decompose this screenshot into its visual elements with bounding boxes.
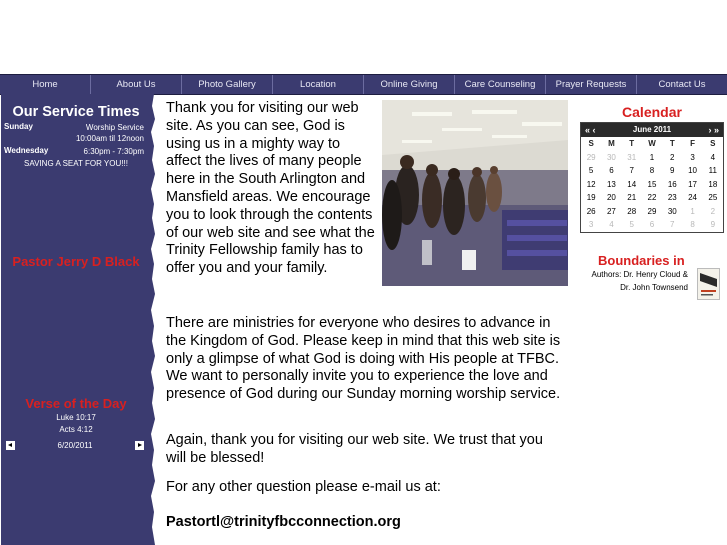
calendar-day[interactable]: 9: [710, 220, 716, 229]
calendar-dow: S: [710, 139, 716, 148]
service-note: SAVING A SEAT FOR YOU!!!: [24, 159, 128, 168]
verse-of-the-day-title: Verse of the Day: [25, 396, 127, 411]
calendar-day[interactable]: 18: [708, 179, 718, 189]
service-wednesday-detail: 6:30pm - 7:30pm: [83, 147, 144, 156]
nav-contact-us[interactable]: Contact Us: [658, 79, 706, 90]
calendar-day[interactable]: 16: [667, 179, 677, 189]
calendar-week-row: [581, 178, 723, 192]
calendar-grid: [581, 151, 723, 232]
calendar-day[interactable]: 27: [606, 206, 616, 216]
calendar-day[interactable]: 31: [627, 152, 637, 162]
calendar-day[interactable]: 1: [649, 152, 655, 162]
calendar-day[interactable]: 2: [670, 152, 675, 162]
contact-paragraph: For any other question please e-mail us at:: [166, 479, 441, 495]
service-sunday-line1: Worship Service: [85, 123, 144, 132]
pastor-name: Pastor Jerry D Black: [12, 254, 140, 269]
calendar-dow: T: [629, 139, 635, 148]
calendar-day[interactable]: 2: [710, 206, 716, 216]
calendar-day[interactable]: 25: [708, 193, 718, 202]
calendar-day[interactable]: 29: [586, 152, 596, 162]
nav-care-counseling[interactable]: Care Counseling: [455, 75, 546, 94]
nav-online-giving[interactable]: Online Giving: [364, 75, 455, 94]
calendar-day[interactable]: 7: [670, 220, 675, 229]
calendar-day[interactable]: 30: [667, 206, 677, 216]
calendar-day[interactable]: 5: [629, 220, 634, 229]
calendar-day[interactable]: 22: [647, 193, 657, 202]
verse-nav: [6, 441, 144, 451]
service-sunday-detail: [76, 122, 144, 144]
calendar-day[interactable]: 3: [690, 152, 695, 162]
book-cover-image[interactable]: [697, 268, 720, 300]
calendar-day[interactable]: 4: [609, 220, 614, 229]
arrow-right-icon: [138, 443, 142, 447]
verse-date: 6/20/2011: [57, 441, 93, 450]
nav-about-us[interactable]: About Us: [91, 75, 182, 94]
book-authors-line2: Dr. John Townsend: [620, 283, 688, 292]
calendar-day[interactable]: 1: [690, 206, 695, 216]
calendar-dow: F: [690, 139, 695, 148]
calendar-week-row: [581, 218, 723, 232]
ministries-paragraph: There are ministries for everyone who desires to advance in the Kingdom of God. Please keep in mind that this web site is only a glimpse of what God is doing with His people at TFBC. We want to personally invite you to experience the love and presence of God during our Sunday morning worship service.: [166, 315, 561, 403]
calendar-day[interactable]: 30: [606, 152, 616, 162]
arrow-left-icon: [8, 443, 12, 447]
calendar-week-row: [581, 151, 723, 165]
service-wednesday: [4, 146, 144, 158]
calendar-day[interactable]: 29: [647, 206, 657, 216]
calendar-day[interactable]: 17: [688, 179, 697, 189]
calendar-header: [581, 123, 723, 137]
congregation-photo: [382, 100, 568, 286]
calendar-day[interactable]: 8: [649, 166, 655, 175]
calendar-day[interactable]: 15: [647, 179, 657, 189]
calendar-day[interactable]: 10: [688, 166, 697, 175]
nav-home[interactable]: Home: [0, 75, 91, 94]
calendar-week-row: [581, 205, 723, 219]
service-wednesday-day: Wednesday: [4, 146, 49, 155]
welcome-paragraph: Thank you for visiting our web site. As you can see, God is using us in a mighty way to affect the lives of many people here in the South Arlington and Mansfield areas. We encourage you to look through the contents of our web site and see what the Trinity Fellowship family has to offer you and your family.: [166, 100, 375, 277]
verse-prev-button[interactable]: [6, 441, 15, 450]
calendar-day[interactable]: 28: [627, 206, 637, 216]
calendar-week-row: [581, 164, 723, 178]
verse-ref-2[interactable]: Acts 4:12: [59, 425, 93, 434]
calendar-day[interactable]: 26: [586, 206, 596, 216]
calendar-week-row: [581, 191, 723, 205]
left-sidebar: [1, 94, 151, 545]
calendar-day[interactable]: 4: [710, 152, 716, 162]
calendar-day[interactable]: 7: [629, 166, 634, 175]
calendar-day[interactable]: 6: [649, 220, 655, 229]
calendar-day[interactable]: 11: [708, 166, 717, 175]
calendar-next-month-button[interactable]: ›: [708, 125, 712, 135]
nav-prayer-requests[interactable]: Prayer Requests: [546, 75, 637, 94]
calendar-dow-row: [581, 137, 723, 151]
calendar-dow: M: [608, 139, 615, 148]
calendar-day[interactable]: 12: [586, 179, 596, 189]
calendar-day[interactable]: 19: [586, 193, 596, 202]
featured-book-authors: [578, 268, 688, 294]
calendar-prev-month-button[interactable]: ‹: [592, 125, 596, 135]
calendar-prev-year-button[interactable]: «: [585, 125, 591, 135]
verse-ref-1[interactable]: Luke 10:17: [56, 413, 96, 422]
calendar-dow: T: [669, 139, 675, 148]
calendar-next-year-button[interactable]: »: [713, 125, 719, 135]
calendar-day[interactable]: 13: [606, 179, 616, 189]
calendar-month: June 2011: [632, 125, 672, 134]
service-sunday: [4, 122, 144, 146]
book-authors-line1: Authors: Dr. Henry Cloud &: [591, 270, 688, 279]
featured-book-title[interactable]: Boundaries in: [598, 253, 685, 268]
calendar-title: Calendar: [622, 104, 682, 120]
calendar-day[interactable]: 24: [688, 193, 697, 202]
calendar-day[interactable]: 23: [667, 193, 677, 202]
calendar-day[interactable]: 9: [670, 166, 675, 175]
calendar-day[interactable]: 5: [588, 166, 594, 175]
thanks-paragraph: Again, thank you for visiting our web site. We trust that you will be blessed!: [166, 432, 543, 466]
calendar-day[interactable]: 14: [627, 179, 637, 189]
calendar-day[interactable]: 3: [588, 220, 594, 229]
service-sunday-day: Sunday: [4, 122, 33, 131]
calendar-next-controls: [708, 123, 719, 137]
service-sunday-line2: 10:00am til 12noon: [75, 134, 144, 143]
nav-photo-gallery[interactable]: Photo Gallery: [182, 75, 273, 94]
main-nav: [0, 74, 727, 95]
nav-location[interactable]: Location: [273, 75, 364, 94]
calendar-widget: [580, 122, 724, 233]
calendar-day[interactable]: 20: [606, 193, 616, 202]
verse-next-button[interactable]: [135, 441, 144, 450]
calendar-day[interactable]: 8: [690, 220, 695, 229]
calendar-day[interactable]: 21: [627, 193, 637, 202]
calendar-dow: W: [648, 139, 656, 148]
calendar-dow: S: [588, 139, 594, 148]
service-times-title: Our Service Times: [12, 104, 140, 120]
contact-email-link[interactable]: Pastortl@trinityfbcconnection.org: [166, 514, 401, 530]
calendar-day[interactable]: 6: [609, 166, 614, 175]
